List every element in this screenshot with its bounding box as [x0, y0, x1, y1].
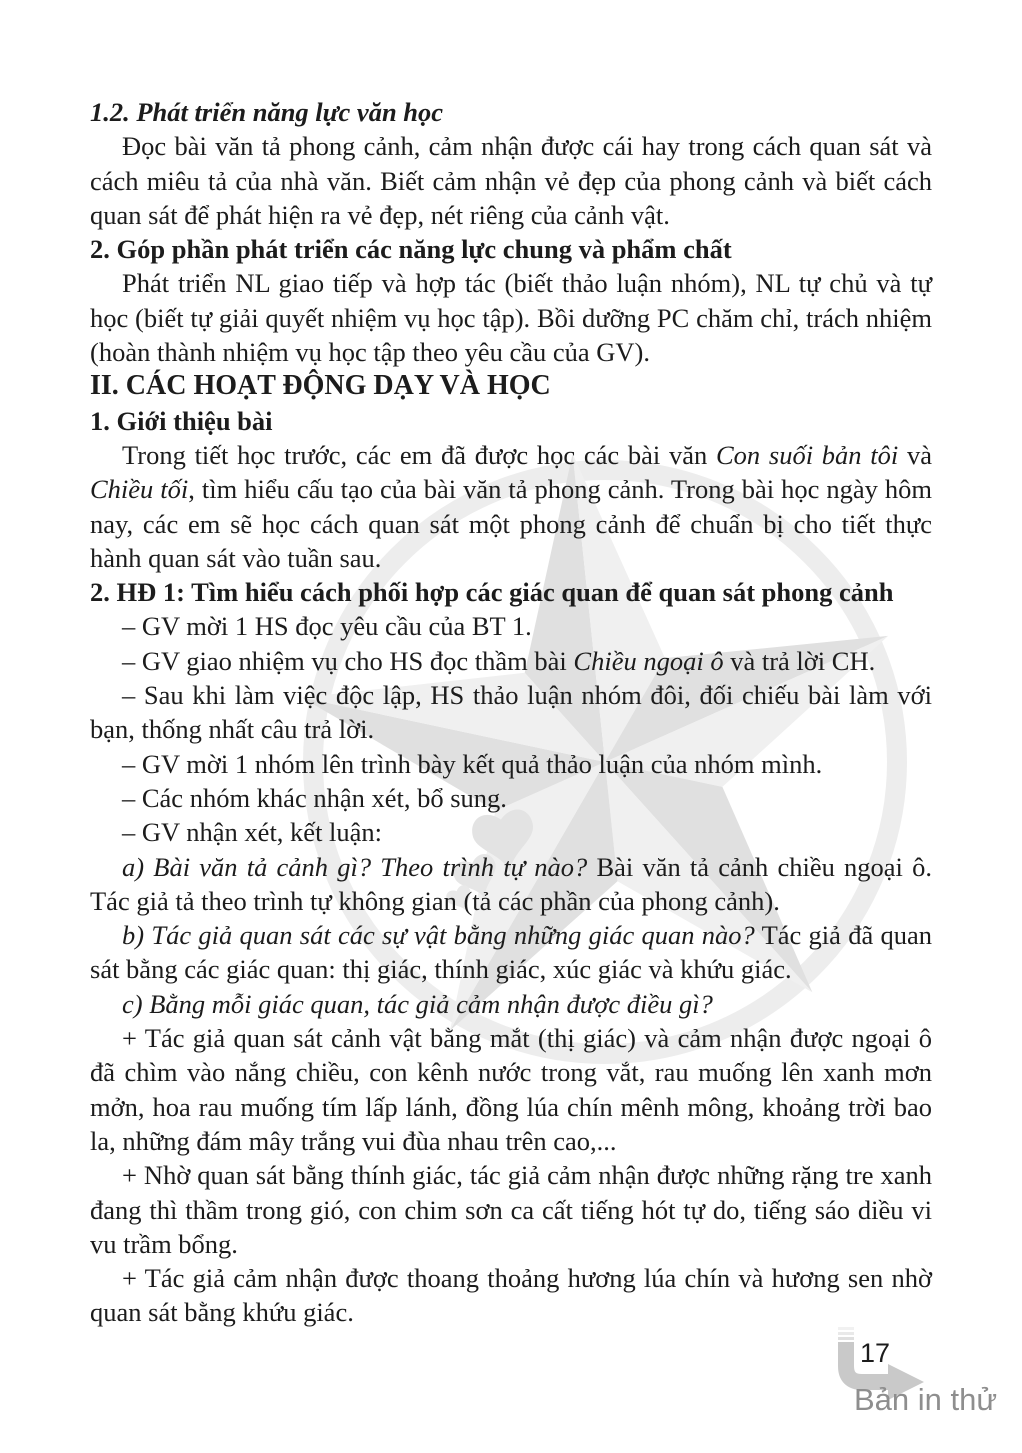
text-run: Đọc bài văn tả phong cảnh, cảm nhận được cái hay trong cách quan sát và cách miêu tả của nhà văn. Biết cảm nhận vẻ đẹp của phong cảnh và biết cách quan sát để phát hiện ra vẻ đẹp, nét riêng của cảnh vật. — [90, 131, 932, 230]
text-run: và trả lời CH. — [723, 645, 876, 676]
proof-watermark-label: Bản in thử — [854, 1382, 998, 1417]
paragraph — [90, 266, 932, 369]
text-run: và — [898, 439, 933, 470]
section-heading — [90, 232, 932, 266]
text-run: – GV giao nhiệm vụ cho HS đọc thầm bài — [122, 645, 574, 676]
text-run: 1. Giới thiệu bài — [90, 405, 273, 436]
italic-run: Chiều ngoại ô — [573, 645, 724, 676]
text-run: , tìm hiểu cấu tạo của bài văn tả phong cảnh. Trong bài học ngày hôm nay, các em sẽ học cách quan sát một phong cảnh để chuẩn bị cho tiết thực hành quan sát vào tuần sau. — [90, 474, 932, 573]
text-run: Trong tiết học trước, các em đã được học các bài văn — [122, 439, 716, 470]
text-run: 1.2. Phát triển năng lực văn học — [90, 97, 444, 127]
text-run: – GV mời 1 HS đọc yêu cầu của BT 1. — [122, 611, 532, 642]
chapter-heading — [90, 369, 932, 403]
text-run: Tác giả đã quan sát bằng các giác quan: thị giác, thính giác, xúc giác và khứu giác. — [90, 920, 932, 985]
paragraph — [90, 129, 932, 232]
italic-run: a) Bài văn tả cảnh gì? Theo trình tự nào? — [122, 851, 588, 882]
list-item — [90, 678, 932, 747]
text-run: + Nhờ quan sát bằng thính giác, tác giả cảm nhận được những rặng tre xanh đang thì thầm trong gió, con chim sơn ca cất tiếng hót tự do, tiếng sáo diều vi vu trầm bổng. — [90, 1160, 932, 1259]
italic-run: Chiều tối — [90, 474, 189, 505]
text-run: Phát triển NL giao tiếp và hợp tác (biết thảo luận nhóm), NL tự chủ và tự học (biết tự giải quyết nhiệm vụ học tập). Bồi dưỡng PC chăm chỉ, trách nhiệm (hoàn thành nhiệm vụ học tập theo yêu cầu của GV). — [90, 268, 932, 368]
italic-run: Con suối bản tôi — [715, 439, 899, 470]
text-run: 2. HĐ 1: Tìm hiểu cách phối hợp các giác quan để quan sát phong cảnh — [90, 577, 894, 608]
section-heading — [90, 404, 932, 438]
answer-item — [90, 1158, 932, 1261]
text-run: – Các nhóm khác nhận xét, bổ sung. — [122, 782, 507, 813]
text-run: + Tác giả quan sát cảnh vật bằng mắt (thị giác) và cảm nhận được ngoại ô đã chìm vào nắng chiều, con kênh nước trong vắt, rau muống lên xanh mơn mởn, hoa rau muống tím lấp lánh, đồng lúa chín mênh mông, khoảng trời bao la, những đám mây trắng vui đùa nhau trên cao,... — [90, 1023, 932, 1156]
text-run: – GV nhận xét, kết luận: — [122, 817, 383, 848]
qa-item — [90, 850, 932, 919]
paragraph — [90, 438, 932, 575]
activity-heading — [90, 575, 932, 609]
list-item — [90, 644, 932, 678]
list-item — [90, 815, 932, 849]
text-run: 2. Góp phần phát triển các năng lực chung và phẩm chất — [90, 234, 732, 265]
page-footer — [820, 1320, 1022, 1453]
text-run: Bài văn tả cảnh chiều ngoại ô. Tác giả tả theo trình tự không gian (tả các phần của phong cảnh). — [90, 851, 932, 916]
text-run: + Tác giả cảm nhận được thoang thoảng hương lúa chín và hương sen nhờ quan sát bằng khứu giác. — [90, 1263, 932, 1328]
italic-run: c) Bằng mỗi giác quan, tác giả cảm nhận được điều gì? — [122, 988, 713, 1019]
answer-item — [90, 1261, 932, 1330]
italic-run: b) Tác giả quan sát các sự vật bằng những giác quan nào? — [122, 920, 755, 951]
text-run: – Sau khi làm việc độc lập, HS thảo luận nhóm đôi, đối chiếu bài làm với bạn, thống nhất câu trả lời. — [90, 680, 932, 745]
list-item — [90, 609, 932, 643]
subsection-heading — [90, 95, 932, 129]
text-run: II. CÁC HOẠT ĐỘNG DẠY VÀ HỌC — [90, 370, 551, 402]
qa-item — [90, 918, 932, 987]
qa-item — [90, 987, 932, 1021]
list-item — [90, 747, 932, 781]
answer-item — [90, 1021, 932, 1158]
text-run: – GV mời 1 nhóm lên trình bày kết quả thảo luận của nhóm mình. — [122, 748, 823, 779]
document-body — [90, 95, 932, 1330]
page-number: 17 — [860, 1338, 891, 1368]
list-item — [90, 781, 932, 815]
